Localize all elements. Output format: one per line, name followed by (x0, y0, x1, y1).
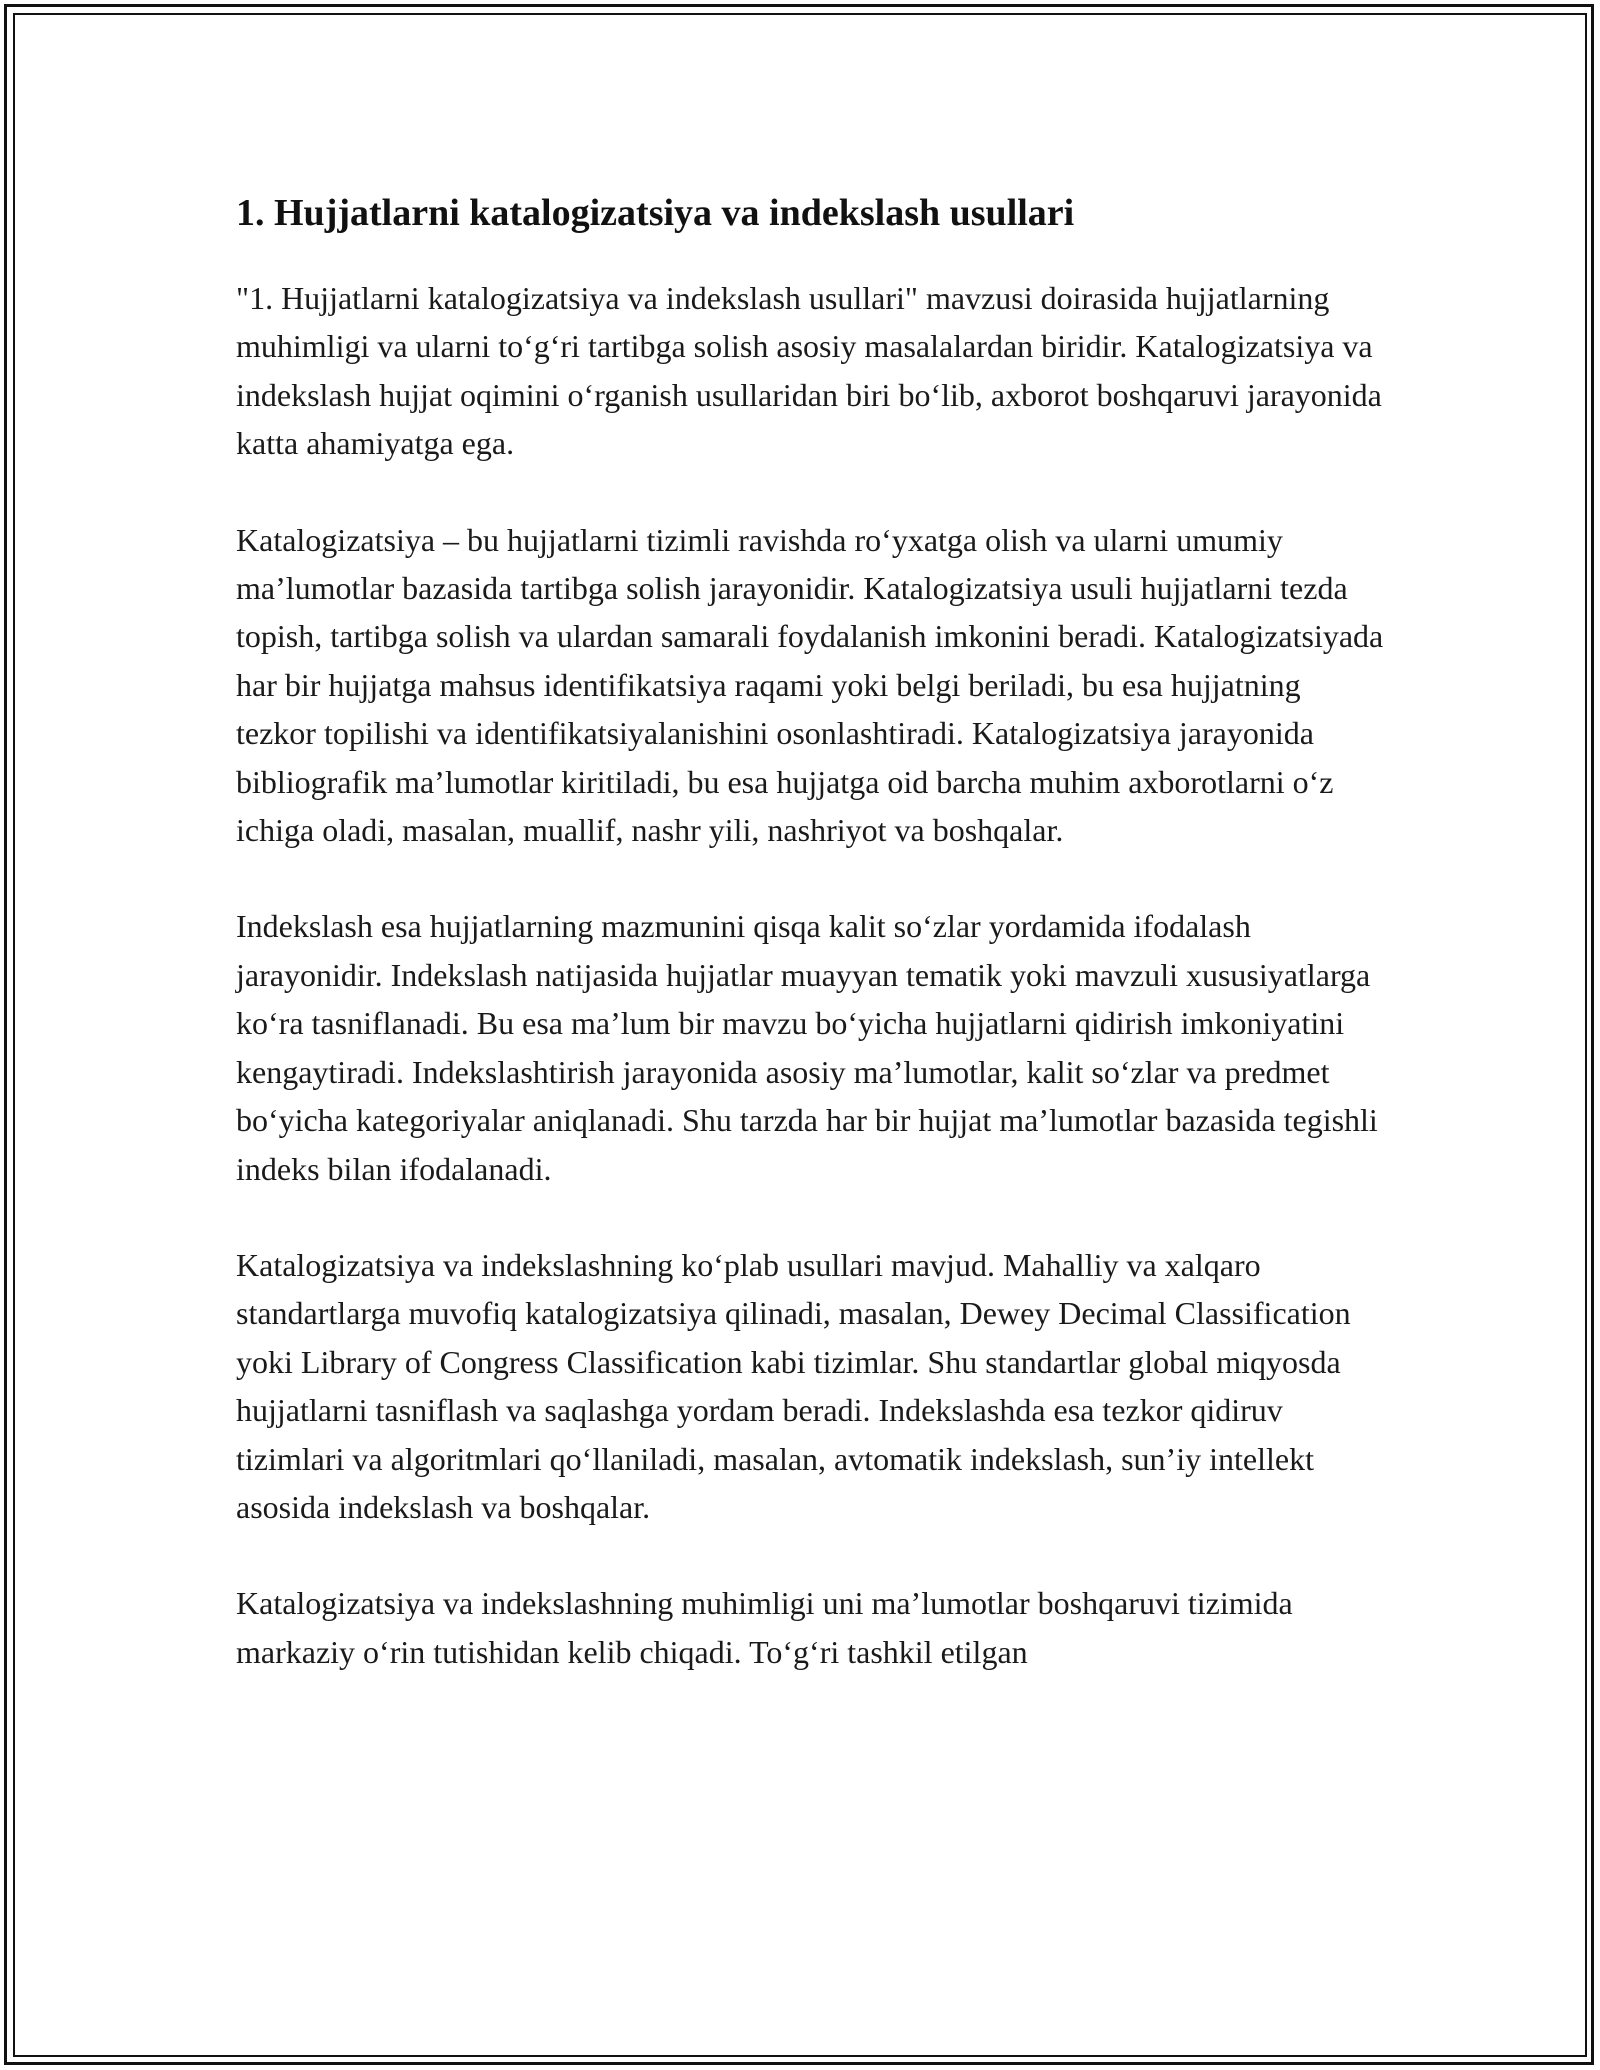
paragraph-muhimligi: Katalogizatsiya va indekslashning muhimligi uni ma’lumotlar boshqaruvi tizimida markaziy o‘rin tutishidan kelib chiqadi. To‘g‘ri tashkil etilgan (236, 1585, 1293, 1670)
paragraph-intro: "1. Hujjatlarni katalogizatsiya va indekslash usullari" mavzusi doirasida hujjatlarning muhimligi va ularni to‘g‘ri tartibga solish asosiy masalalardan biridir. Katalogizatsiya va indekslash hujjat oqimini o‘rganish usullaridan biri bo‘lib, axborot boshqaruvi jarayonida katta ahamiyatga ega. (236, 280, 1382, 462)
document-body (236, 180, 1386, 1676)
paragraph-katalogizatsiya: Katalogizatsiya – bu hujjatlarni tizimli ravishda ro‘yxatga olish va ularni umumiy ma’lumotlar bazasida tartibga solish jarayonidir. Katalogizatsiya usuli hujjatlarni tezda topish, tartibga solish va ulardan samarali foydalanish imkonini beradi. Katalogizatsiyada har bir hujjatga mahsus identifikatsiya raqami yoki belgi beriladi, bu esa hujjatning tezkor topilishi va identifikatsiyalanishini osonlashtiradi. Katalogizatsiya jarayonida bibliografik ma’lumotlar kiritiladi, bu esa hujjatga oid barcha muhim axborotlarni o‘z ichiga oladi, masalan, muallif, nashr yili, nashriyot va boshqalar. (236, 521, 1384, 849)
paragraph-usullar: Katalogizatsiya va indekslashning ko‘plab usullari mavjud. Mahalliy va xalqaro standartlarga muvofiq katalogizatsiya qilinadi, masalan, Dewey Decimal Classification yoki Library of Congress Classification kabi tizimlar. Shu standartlar global miqyosda hujjatlarni tasniflash va saqlashga yordam beradi. Indekslashda esa tezkor qidiruv tizimlari va algoritmlari qo‘llaniladi, masalan, avtomatik indekslash, sun’iy intellekt asosida indekslash va boshqalar. (236, 1246, 1351, 1525)
document-heading: 1. Hujjatlarni katalogizatsiya va indekslash usullari (236, 192, 1075, 234)
paragraph-indekslash: Indekslash esa hujjatlarning mazmunini qisqa kalit so‘zlar yordamida ifodalash jarayonidir. Indekslash natijasida hujjatlar muayyan tematik yoki mavzuli xususiyatlarga ko‘ra tasniflanadi. Bu esa ma’lum bir mavzu bo‘yicha hujjatlarni qidirish imkoniyatini kengaytiradi. Indekslashtirish jarayonida asosiy ma’lumotlar, kalit so‘zlar va predmet bo‘yicha kategoriyalar aniqlanadi. Shu tarzda har bir hujjat ma’lumotlar bazasida tegishli indeks bilan ifodalanadi. (236, 908, 1378, 1187)
